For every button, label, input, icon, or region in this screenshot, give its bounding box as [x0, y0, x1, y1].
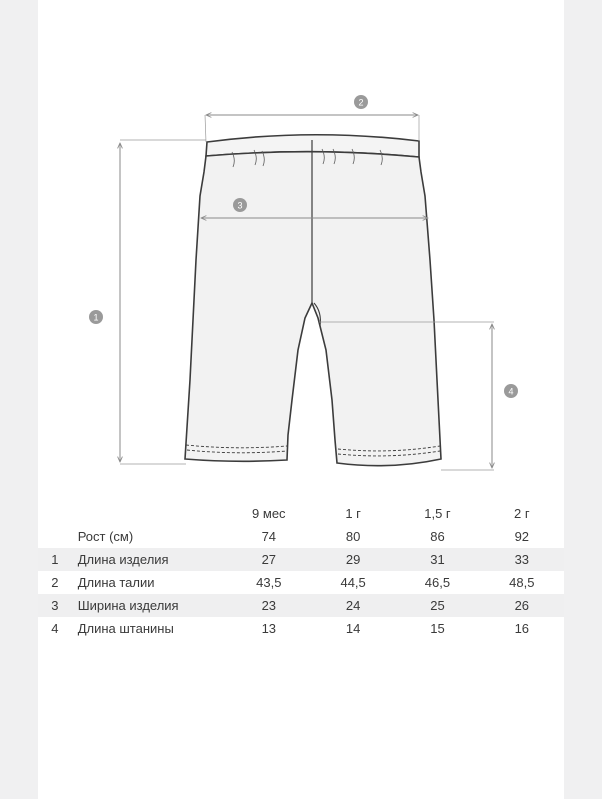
table-cell: 27 [227, 548, 311, 571]
pants-outline [185, 135, 441, 466]
table-cell: 48,5 [509, 575, 535, 590]
svg-text:3: 3 [237, 200, 243, 211]
column-header: 2 г [514, 506, 530, 521]
table-cell: 80 [345, 529, 361, 544]
row-number [38, 525, 72, 548]
row-label: Длина изделия [72, 548, 227, 571]
table-cell: 29 [311, 548, 395, 571]
column-header: 9 мес [252, 506, 286, 521]
table-cell: 23 [227, 594, 311, 617]
table-row [38, 525, 564, 548]
table-cell: 13 [261, 621, 277, 636]
table-cell: 15 [430, 621, 445, 636]
column-header: 1 г [345, 506, 361, 521]
column-header: 1,5 г [424, 506, 451, 521]
row-label: Ширина изделия [72, 594, 227, 617]
table-row [38, 617, 564, 640]
table-cell: 46,5 [424, 575, 451, 590]
table-cell: 74 [261, 529, 277, 544]
row-number: 1 [38, 548, 72, 571]
table-cell: 31 [395, 548, 479, 571]
table-cell: 92 [514, 529, 530, 544]
table-cell: 44,5 [340, 575, 366, 590]
table-row [38, 594, 564, 617]
table-row [38, 571, 564, 594]
row-label: Длина штанины [77, 621, 174, 636]
row-number: 4 [51, 621, 59, 636]
table-cell: 43,5 [256, 575, 282, 590]
table-cell: 24 [311, 594, 395, 617]
svg-text:2: 2 [358, 97, 364, 108]
table-cell: 16 [514, 621, 530, 636]
table-row [38, 548, 564, 571]
svg-text:1: 1 [93, 312, 99, 323]
table-cell: 25 [395, 594, 479, 617]
size-table [38, 502, 564, 640]
svg-text:4: 4 [508, 386, 514, 397]
row-label: Длина талии [77, 575, 155, 590]
table-cell: 86 [430, 529, 445, 544]
row-number: 3 [38, 594, 72, 617]
table-header-row [38, 502, 564, 525]
row-number: 2 [51, 575, 59, 590]
row-label: Рост (см) [77, 529, 134, 544]
table-cell: 33 [480, 548, 564, 571]
table-cell: 14 [345, 621, 361, 636]
table-cell: 26 [480, 594, 564, 617]
